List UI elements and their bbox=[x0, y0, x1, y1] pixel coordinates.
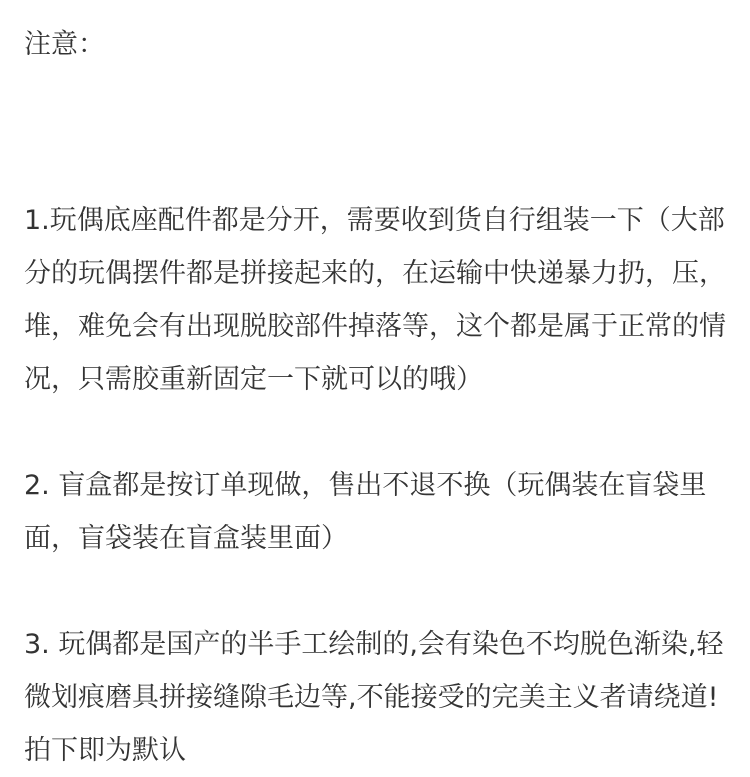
note-2: 2. 盲盒都是按订单现做，售出不退不换（玩偶装在盲袋里面，盲袋装在盲盒装里面） bbox=[24, 470, 707, 554]
notice-content bbox=[24, 18, 730, 777]
note-3: 3. 玩偶都是国产的半手工绘制的,会有染色不均脱色渐染,轻微划痕磨具拼接缝隙毛边等,不能接受的完美主义者请绕道!拍下即为默认 bbox=[24, 629, 724, 766]
notice-heading: 注意： bbox=[24, 29, 105, 60]
note-1: 1.玩偶底座配件都是分开，需要收到货自行组装一下（大部分的玩偶摆件都是拼接起来的，在运输中快递暴力扔，压，堆，难免会有出现脱胶部件掉落等，这个都是属于正常的情况，只需胶重新固定一下就可以的哦） bbox=[24, 205, 726, 395]
